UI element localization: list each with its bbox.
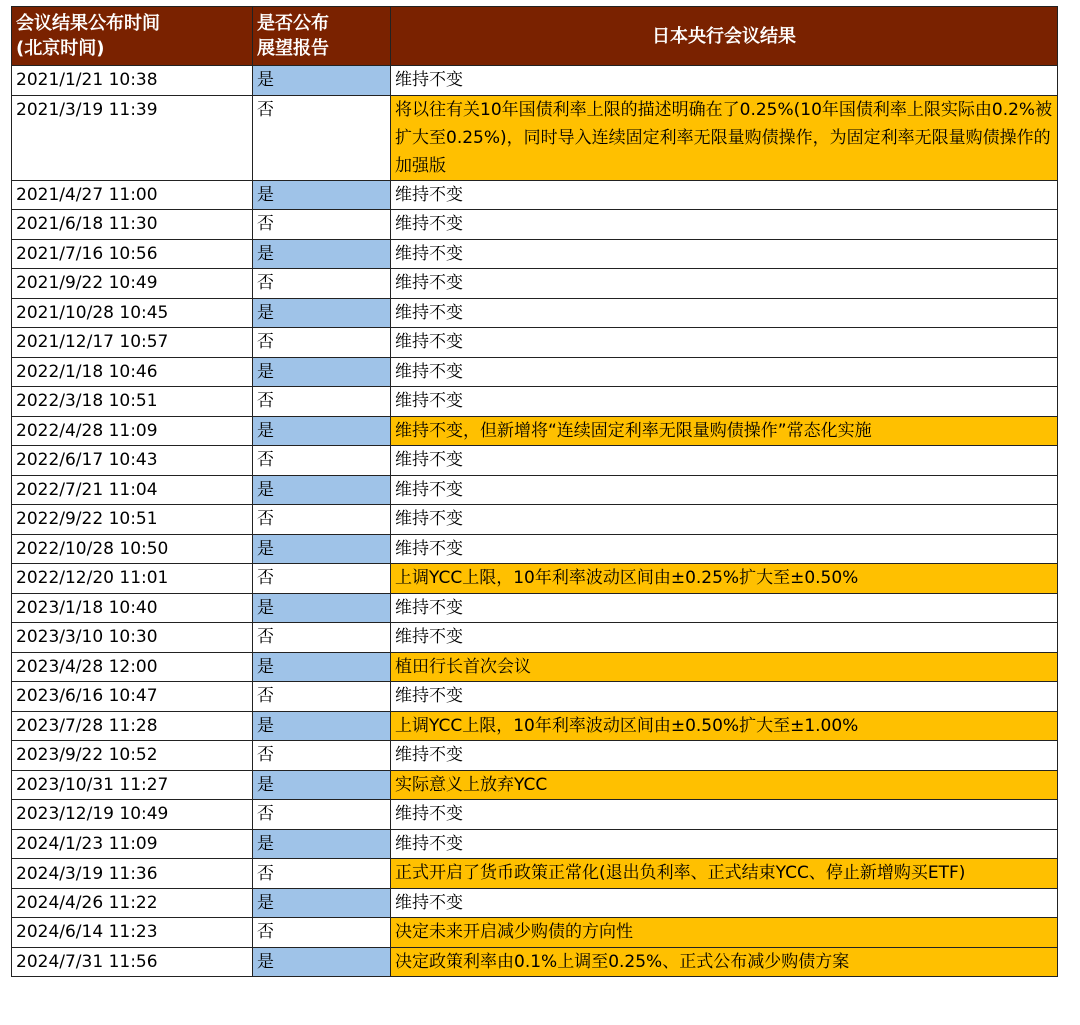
header-time bbox=[12, 7, 253, 66]
cell-time: 2021/4/27 11:00 bbox=[12, 180, 253, 210]
header-result: 日本央行会议结果 bbox=[391, 7, 1058, 66]
cell-result: 上调YCC上限，10年利率波动区间由±0.50%扩大至±1.00% bbox=[391, 711, 1058, 741]
cell-time: 2021/3/19 11:39 bbox=[12, 95, 253, 180]
cell-result: 维持不变 bbox=[391, 66, 1058, 96]
cell-time: 2021/7/16 10:56 bbox=[12, 239, 253, 269]
cell-report: 否 bbox=[253, 741, 391, 771]
header-report-line2: 展望报告 bbox=[257, 38, 329, 59]
cell-time: 2021/9/22 10:49 bbox=[12, 269, 253, 299]
table-row bbox=[12, 829, 1058, 859]
cell-report: 是 bbox=[253, 357, 391, 387]
table-row bbox=[12, 564, 1058, 594]
cell-time: 2024/6/14 11:23 bbox=[12, 918, 253, 948]
cell-result: 维持不变 bbox=[391, 829, 1058, 859]
cell-time: 2021/1/21 10:38 bbox=[12, 66, 253, 96]
cell-result: 维持不变 bbox=[391, 269, 1058, 299]
cell-result: 决定未来开启减少购债的方向性 bbox=[391, 918, 1058, 948]
cell-result: 维持不变 bbox=[391, 357, 1058, 387]
cell-time: 2022/7/21 11:04 bbox=[12, 475, 253, 505]
cell-result: 植田行长首次会议 bbox=[391, 652, 1058, 682]
cell-report: 是 bbox=[253, 652, 391, 682]
header-report-line1: 是否公布 bbox=[257, 13, 329, 34]
header-row bbox=[12, 7, 1058, 66]
cell-time: 2024/7/31 11:56 bbox=[12, 947, 253, 977]
table-row bbox=[12, 416, 1058, 446]
table-row bbox=[12, 475, 1058, 505]
cell-result: 维持不变 bbox=[391, 741, 1058, 771]
table-row bbox=[12, 180, 1058, 210]
cell-result: 维持不变 bbox=[391, 239, 1058, 269]
cell-result: 维持不变 bbox=[391, 888, 1058, 918]
table-row bbox=[12, 593, 1058, 623]
cell-report: 是 bbox=[253, 711, 391, 741]
cell-time: 2022/4/28 11:09 bbox=[12, 416, 253, 446]
cell-time: 2021/10/28 10:45 bbox=[12, 298, 253, 328]
cell-report: 否 bbox=[253, 95, 391, 180]
table-row bbox=[12, 770, 1058, 800]
cell-result: 维持不变 bbox=[391, 298, 1058, 328]
cell-report: 否 bbox=[253, 446, 391, 476]
cell-time: 2023/4/28 12:00 bbox=[12, 652, 253, 682]
table-row bbox=[12, 66, 1058, 96]
cell-result: 正式开启了货币政策正常化(退出负利率、正式结束YCC、停止新增购买ETF) bbox=[391, 859, 1058, 889]
cell-result: 维持不变 bbox=[391, 210, 1058, 240]
cell-result: 决定政策利率由0.1%上调至0.25%、正式公布减少购债方案 bbox=[391, 947, 1058, 977]
cell-time: 2023/10/31 11:27 bbox=[12, 770, 253, 800]
cell-time: 2022/12/20 11:01 bbox=[12, 564, 253, 594]
cell-time: 2021/12/17 10:57 bbox=[12, 328, 253, 358]
table-row bbox=[12, 357, 1058, 387]
table-row bbox=[12, 888, 1058, 918]
cell-report: 是 bbox=[253, 888, 391, 918]
table-row bbox=[12, 623, 1058, 653]
cell-result: 维持不变，但新增将“连续固定利率无限量购债操作”常态化实施 bbox=[391, 416, 1058, 446]
cell-time: 2024/1/23 11:09 bbox=[12, 829, 253, 859]
cell-result: 维持不变 bbox=[391, 387, 1058, 417]
cell-result: 维持不变 bbox=[391, 446, 1058, 476]
table-row bbox=[12, 298, 1058, 328]
table-row bbox=[12, 269, 1058, 299]
cell-report: 是 bbox=[253, 239, 391, 269]
table-row bbox=[12, 328, 1058, 358]
table-row bbox=[12, 947, 1058, 977]
cell-report: 否 bbox=[253, 328, 391, 358]
cell-report: 否 bbox=[253, 859, 391, 889]
cell-report: 否 bbox=[253, 564, 391, 594]
table-row bbox=[12, 505, 1058, 535]
table-row bbox=[12, 741, 1058, 771]
cell-report: 否 bbox=[253, 800, 391, 830]
cell-time: 2024/4/26 11:22 bbox=[12, 888, 253, 918]
cell-report: 是 bbox=[253, 298, 391, 328]
cell-result: 维持不变 bbox=[391, 623, 1058, 653]
cell-time: 2022/1/18 10:46 bbox=[12, 357, 253, 387]
cell-result: 维持不变 bbox=[391, 534, 1058, 564]
cell-report: 是 bbox=[253, 593, 391, 623]
cell-report: 否 bbox=[253, 210, 391, 240]
cell-report: 是 bbox=[253, 829, 391, 859]
cell-result: 维持不变 bbox=[391, 505, 1058, 535]
boj-meeting-table bbox=[11, 6, 1058, 977]
cell-time: 2022/3/18 10:51 bbox=[12, 387, 253, 417]
cell-report: 是 bbox=[253, 534, 391, 564]
cell-time: 2022/6/17 10:43 bbox=[12, 446, 253, 476]
cell-report: 是 bbox=[253, 66, 391, 96]
cell-time: 2023/7/28 11:28 bbox=[12, 711, 253, 741]
table-row bbox=[12, 239, 1058, 269]
table-row bbox=[12, 652, 1058, 682]
table-row bbox=[12, 918, 1058, 948]
cell-time: 2023/3/10 10:30 bbox=[12, 623, 253, 653]
cell-report: 是 bbox=[253, 416, 391, 446]
table-row bbox=[12, 95, 1058, 180]
cell-result: 实际意义上放弃YCC bbox=[391, 770, 1058, 800]
cell-time: 2021/6/18 11:30 bbox=[12, 210, 253, 240]
cell-report: 是 bbox=[253, 475, 391, 505]
cell-result: 上调YCC上限，10年利率波动区间由±0.25%扩大至±0.50% bbox=[391, 564, 1058, 594]
cell-time: 2023/1/18 10:40 bbox=[12, 593, 253, 623]
cell-time: 2024/3/19 11:36 bbox=[12, 859, 253, 889]
table-row bbox=[12, 534, 1058, 564]
cell-report: 是 bbox=[253, 947, 391, 977]
table-row bbox=[12, 210, 1058, 240]
header-time-line1: 会议结果公布时间 bbox=[16, 13, 160, 34]
table-row bbox=[12, 387, 1058, 417]
table-row bbox=[12, 859, 1058, 889]
cell-result: 维持不变 bbox=[391, 328, 1058, 358]
table-row bbox=[12, 800, 1058, 830]
table-row bbox=[12, 711, 1058, 741]
cell-report: 否 bbox=[253, 623, 391, 653]
cell-report: 否 bbox=[253, 387, 391, 417]
cell-result: 将以往有关10年国债利率上限的描述明确在了0.25%(10年国债利率上限实际由0.2%被扩大至0.25%)，同时导入连续固定利率无限量购债操作，为固定利率无限量购债操作的加强版 bbox=[391, 95, 1058, 180]
cell-result: 维持不变 bbox=[391, 180, 1058, 210]
cell-time: 2022/10/28 10:50 bbox=[12, 534, 253, 564]
cell-result: 维持不变 bbox=[391, 800, 1058, 830]
cell-report: 否 bbox=[253, 269, 391, 299]
table-row bbox=[12, 446, 1058, 476]
cell-result: 维持不变 bbox=[391, 593, 1058, 623]
cell-report: 否 bbox=[253, 918, 391, 948]
cell-result: 维持不变 bbox=[391, 475, 1058, 505]
cell-report: 是 bbox=[253, 770, 391, 800]
cell-time: 2022/9/22 10:51 bbox=[12, 505, 253, 535]
cell-report: 否 bbox=[253, 682, 391, 712]
table-row bbox=[12, 682, 1058, 712]
cell-report: 是 bbox=[253, 180, 391, 210]
cell-report: 否 bbox=[253, 505, 391, 535]
cell-time: 2023/9/22 10:52 bbox=[12, 741, 253, 771]
header-report bbox=[253, 7, 391, 66]
cell-result: 维持不变 bbox=[391, 682, 1058, 712]
header-time-line2: (北京时间) bbox=[16, 38, 105, 59]
cell-time: 2023/12/19 10:49 bbox=[12, 800, 253, 830]
cell-time: 2023/6/16 10:47 bbox=[12, 682, 253, 712]
